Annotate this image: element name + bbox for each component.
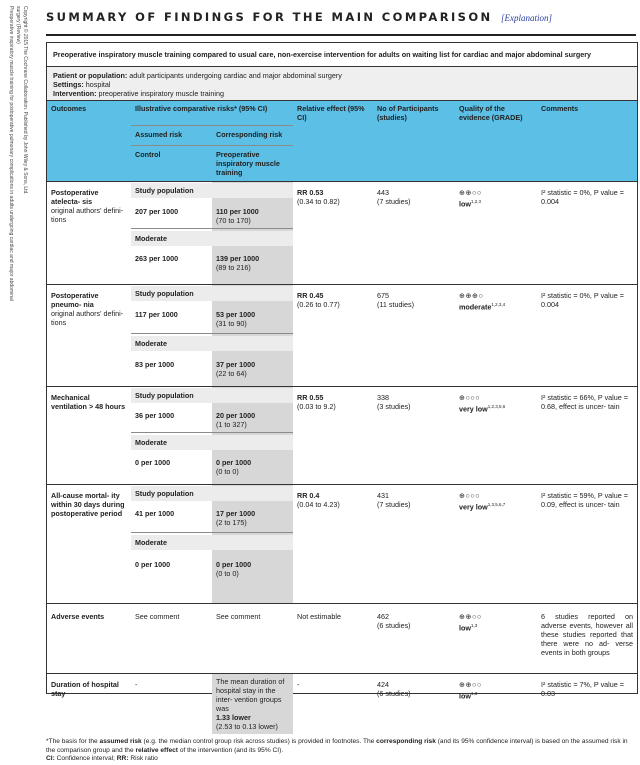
grade-label: very low [459, 502, 488, 512]
grade-label: very low [459, 404, 488, 414]
grade-footnote: 1,3 [470, 691, 478, 696]
study-population-label: Study population [131, 286, 293, 301]
participants [373, 677, 455, 701]
corresponding-risk [212, 557, 293, 581]
corresponding-risk [212, 674, 293, 734]
table-grid [47, 101, 637, 731]
corresponding-value: 139 per 1000 [216, 254, 260, 263]
assumed-risk: 83 per 1000 [135, 360, 175, 369]
grade-label: low [459, 691, 471, 701]
participants-count: 431 [377, 491, 389, 500]
assumed-risk: 207 per 1000 [135, 207, 179, 216]
col-outcomes: Outcomes [47, 101, 131, 116]
abbrev-rr-label: RR: [116, 755, 129, 762]
col-corresponding: Corresponding risk [212, 127, 293, 142]
rr-value: RR 0.53 [297, 188, 324, 197]
moderate-label: Moderate [131, 535, 293, 550]
rr-ci: (0.03 to 9.2) [297, 402, 336, 411]
sidebar-copyright: Copyright © 2015 The Cochrane Collaboration. Published by John Wiley & Sons, Ltd. [22, 6, 28, 195]
corresponding-value: 37 per 1000 [216, 360, 256, 369]
grade-symbols: ⊕○○○ [459, 491, 481, 500]
table-banner: Preoperative inspiratory muscle training compared to usual care, non-exercise intervention for adults on waiting list for cardiac and major abdominal surgery [47, 43, 637, 67]
table-footnote [46, 738, 636, 764]
relative-effect [293, 488, 373, 512]
moderate-label: Moderate [131, 435, 293, 450]
col-assumed: Assumed risk [131, 127, 212, 142]
footnote-text: of the intervention (and its 95% CI). [179, 746, 284, 754]
corresponding-ci: (70 to 170) [216, 216, 251, 225]
corresponding-value: 0 per 1000 [216, 458, 252, 467]
footnote-text: (e.g. the median control group risk across studies) is provided in footnotes. The [143, 738, 375, 745]
corresponding-ci: (1 to 327) [216, 420, 247, 429]
rr-value: RR 0.55 [297, 393, 324, 402]
grade-footnote: 1,2,3,4 [491, 302, 506, 307]
table-row [47, 185, 131, 227]
comment: I² statistic = 0%, P value = 0.004 [541, 291, 624, 309]
participants [373, 185, 455, 209]
comment: I² statistic = 66%, P value = 0.68, effect is uncer- tain [541, 393, 628, 411]
abbrev-rr-value: Risk ratio [130, 755, 158, 762]
corresponding-value: 53 per 1000 [216, 310, 256, 319]
assumed-risk: 0 per 1000 [135, 458, 171, 467]
col-quality: Quality of the evidence (GRADE) [455, 101, 537, 125]
table-row [47, 288, 131, 330]
rr-value: RR 0.4 [297, 491, 320, 500]
studies-count: (3 studies) [377, 402, 411, 411]
comment: I² statistic = 59%, P value = 0.09, effect is uncer- tain [541, 491, 628, 509]
relative-effect: Not estimable [297, 612, 341, 621]
grade-label: low [459, 623, 471, 633]
patient-value: adult participants undergoing cardiac and major abdominal surgery [129, 71, 342, 80]
rr-ci: (0.04 to 4.23) [297, 500, 340, 509]
corresponding-value: 0 per 1000 [216, 560, 252, 569]
relative-effect [293, 185, 373, 209]
grade-footnote: 1,2,3 [470, 199, 481, 204]
grade-symbols: ⊕⊕⊕○ [459, 291, 484, 300]
outcome-name: Postoperative pneumo- nia [51, 291, 99, 309]
outcome-adverse-events: Adverse events [51, 612, 105, 621]
outcome-name: All-cause mortal- ity within 30 days during postoperative period [51, 491, 125, 518]
col-intervention: Preoperative inspiratory muscle training [212, 147, 293, 180]
page-title: SUMMARY OF FINDINGS FOR THE MAIN COMPARISON [46, 10, 493, 24]
participants-count: 424 [377, 680, 389, 689]
studies-count: (6 studies) [377, 689, 411, 698]
population-box [47, 67, 637, 101]
stay-ci: (2.53 to 0.13 lower) [216, 722, 278, 731]
sidebar-review-label: surgery (Review) [15, 6, 21, 44]
intervention-label: Intervention: [53, 89, 97, 98]
col-participants: No of Participants (studies) [373, 101, 455, 125]
studies-count: (7 studies) [377, 197, 411, 206]
relative-effect: - [297, 680, 300, 689]
relative-effect [293, 390, 373, 414]
footnote-text: *The basis for the [46, 738, 98, 745]
assumed-risk: 117 per 1000 [135, 310, 178, 319]
corresponding-ci: (0 to 0) [216, 467, 239, 476]
quality-grade [455, 390, 537, 416]
grade-symbols: ⊕⊕○○ [459, 680, 482, 689]
quality-grade [455, 488, 537, 514]
moderate-label: Moderate [131, 231, 293, 246]
footnote-bold: assumed risk [99, 738, 142, 745]
quality-grade [455, 185, 537, 211]
corresponding-risk: See comment [216, 612, 261, 621]
stay-description: The mean duration of hospital stay in the inter- vention groups was [216, 677, 285, 713]
assumed-risk: 41 per 1000 [135, 509, 175, 518]
study-population-label: Study population [131, 183, 293, 198]
participants-count: 462 [377, 612, 389, 621]
corresponding-ci: (22 to 64) [216, 369, 247, 378]
assumed-risk: 0 per 1000 [135, 560, 171, 569]
corresponding-risk [212, 408, 293, 432]
grade-label: moderate [459, 302, 492, 312]
col-comments: Comments [537, 101, 637, 116]
participants [373, 488, 455, 512]
outcome-name: Postoperative atelecta- sis [51, 188, 99, 206]
moderate-label: Moderate [131, 336, 293, 351]
comment: I² statistic = 7%, P value = 0.03 [541, 680, 624, 698]
corresponding-value: 17 per 1000 [216, 509, 256, 518]
grade-symbols: ⊕⊕○○ [459, 188, 482, 197]
outcome-name: Mechanical ventilation > 48 hours [51, 393, 126, 411]
rr-ci: (0.34 to 0.82) [297, 197, 340, 206]
footnote-text: (and its 95% confidence interval) is based on the assumed risk in the comparison group and the [46, 738, 628, 754]
outcome-definition: original authors' defini- tions [51, 309, 124, 327]
page-header [46, 8, 636, 36]
intervention-value: preoperative inspiratory muscle training [98, 89, 224, 98]
participants [373, 609, 455, 633]
corresponding-ci: (0 to 0) [216, 569, 239, 578]
corresponding-risk [212, 357, 293, 381]
outcome-definition: original authors' defini- tions [51, 206, 124, 224]
grade-footnote: 1,3,5,6,7 [487, 502, 506, 507]
settings-label: Settings: [53, 80, 84, 89]
assumed-risk: See comment [135, 612, 180, 621]
relative-effect [293, 288, 373, 312]
stay-difference: 1.33 lower [216, 713, 251, 722]
grade-symbols: ⊕⊕○○ [459, 612, 482, 621]
quality-grade [455, 609, 537, 635]
summary-table [46, 42, 638, 731]
col-illustrative: Illustrative comparative risks* (95% CI) [131, 101, 293, 116]
grade-symbols: ⊕○○○ [459, 393, 481, 402]
table-row [47, 488, 131, 521]
participants-count: 443 [377, 188, 389, 197]
table-row [47, 390, 131, 414]
grade-footnote: 1,3 [470, 623, 478, 628]
corresponding-risk [212, 455, 293, 479]
corresponding-risk [212, 307, 293, 331]
abbrev-ci-label: CI: [46, 755, 55, 762]
participants [373, 288, 455, 312]
col-relative: Relative effect (95% CI) [293, 101, 373, 125]
corresponding-ci: (89 to 216) [216, 263, 251, 272]
explanation-link[interactable]: [Explanation] [501, 13, 553, 23]
grade-footnote: 1,2,3,5,6 [487, 404, 506, 409]
rr-value: RR 0.45 [297, 291, 324, 300]
participants-count: 675 [377, 291, 389, 300]
settings-value: hospital [85, 80, 111, 89]
comment: 6 studies reported on adverse events, however all these studies reported that there were no ad- verse events in both groups [541, 612, 633, 657]
study-population-label: Study population [131, 486, 293, 501]
corresponding-ci: (2 to 175) [216, 518, 247, 527]
abbrev-ci-value: Confidence interval; [56, 755, 115, 762]
quality-grade [455, 677, 537, 703]
sidebar-running-header [0, 0, 40, 765]
patient-label: Patient or population: [53, 71, 128, 80]
grade-label: low [459, 199, 471, 209]
participants [373, 390, 455, 414]
outcome-hospital-stay: Duration of hospital stay [51, 680, 119, 698]
comment: I² statistic = 0%, P value = 0.004 [541, 188, 624, 206]
corresponding-value: 110 per 1000 [216, 207, 259, 216]
assumed-risk: - [135, 680, 138, 689]
footnote-bold: corresponding risk [376, 738, 436, 745]
assumed-risk: 36 per 1000 [135, 411, 175, 420]
rr-ci: (0.26 to 0.77) [297, 300, 340, 309]
corresponding-risk [212, 204, 293, 228]
studies-count: (6 studies) [377, 621, 411, 630]
assumed-risk: 263 per 1000 [135, 254, 179, 263]
studies-count: (7 studies) [377, 500, 411, 509]
quality-grade [455, 288, 537, 314]
sidebar-review-title: Preoperative inspiratory muscle training for postoperative pulmonary complications in adults undergoing cardiac and major abdominal [8, 6, 14, 301]
corresponding-risk [212, 251, 293, 275]
study-population-label: Study population [131, 388, 293, 403]
col-control: Control [131, 147, 212, 162]
corresponding-risk [212, 506, 293, 530]
footnote-bold: relative effect [135, 746, 178, 754]
studies-count: (11 studies) [377, 300, 415, 309]
participants-count: 338 [377, 393, 389, 402]
corresponding-ci: (31 to 90) [216, 319, 247, 328]
corresponding-value: 20 per 1000 [216, 411, 256, 420]
